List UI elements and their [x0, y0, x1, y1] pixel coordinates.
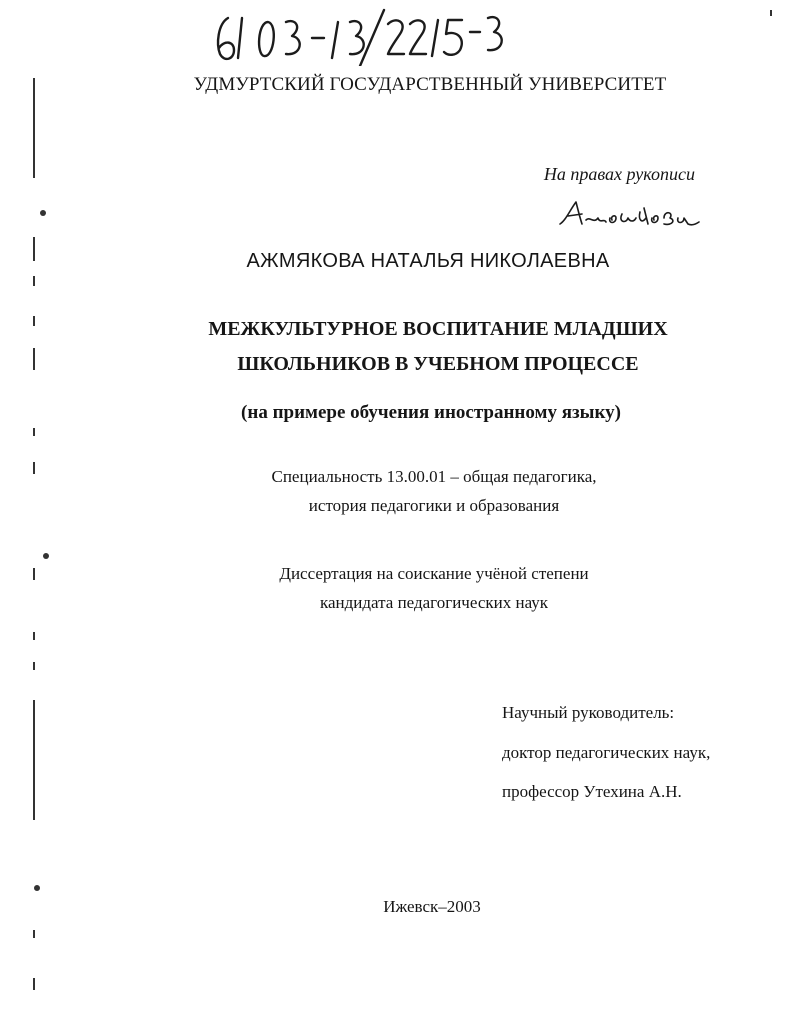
- degree-line-1: Диссертация на соискание учёной степени: [279, 564, 589, 583]
- supervisor-degree: доктор педагогических наук,: [502, 743, 711, 762]
- specialty-line-1: Специальность 13.00.01 – общая педагогика,: [271, 467, 597, 486]
- archive-code-handwriting: [212, 8, 512, 66]
- university-name: УДМУРТСКИЙ ГОСУДАРСТВЕННЫЙ УНИВЕРСИТЕТ: [193, 74, 667, 95]
- scan-artifact-line: [770, 10, 772, 16]
- scan-artifact-line: [33, 930, 35, 938]
- rights-note: На правах рукописи: [543, 164, 695, 184]
- scan-artifact-dot: [34, 885, 40, 891]
- scan-artifact-dot: [43, 553, 49, 559]
- degree-line-2: кандидата педагогических наук: [319, 593, 549, 612]
- scan-artifact-line: [33, 700, 35, 820]
- city-year: Ижевск–2003: [383, 897, 481, 916]
- specialty-line-2: история педагогики и образования: [308, 496, 560, 515]
- scan-artifact-line: [33, 662, 35, 670]
- author-name: АЖМЯКОВА НАТАЛЬЯ НИКОЛАЕВНА: [246, 250, 610, 272]
- scan-artifact-line: [33, 632, 35, 640]
- supervisor-name: профессор Утехина А.Н.: [502, 782, 682, 801]
- scan-artifact-line: [33, 276, 35, 286]
- supervisor-label: Научный руководитель:: [502, 703, 675, 722]
- scan-artifact-line: [33, 978, 35, 990]
- dissertation-title-line-1: МЕЖКУЛЬТУРНОЕ ВОСПИТАНИЕ МЛАДШИХ: [208, 318, 668, 340]
- dissertation-title-line-2: ШКОЛЬНИКОВ В УЧЕБНОМ ПРОЦЕССЕ: [237, 353, 639, 375]
- scan-artifact-dot: [40, 210, 46, 216]
- dissertation-subtitle: (на примере обучения иностранному языку): [241, 402, 621, 423]
- scan-artifact-line: [33, 428, 35, 436]
- author-signature: [556, 196, 701, 232]
